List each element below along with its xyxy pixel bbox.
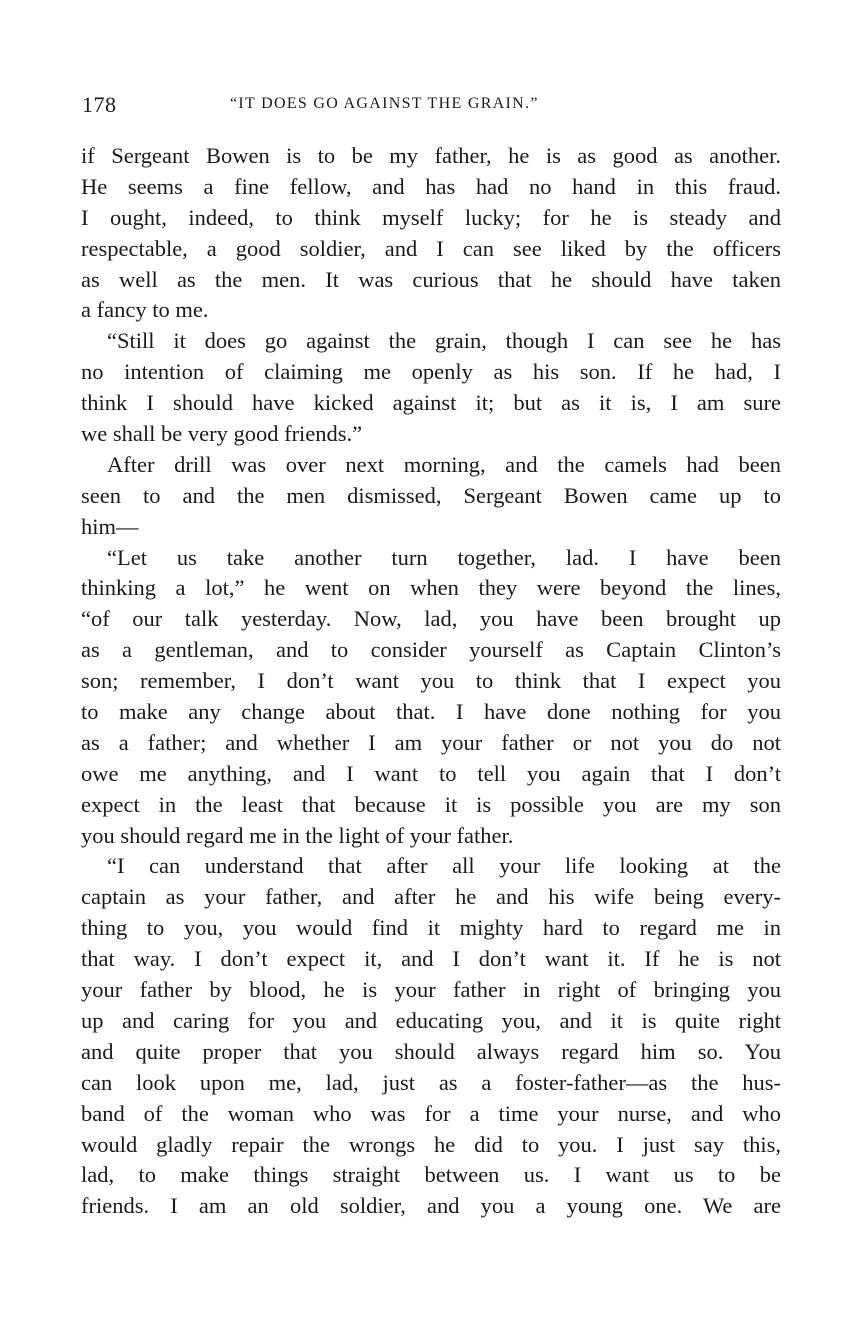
text-line: After drill was over next morning, and the camels had been [107,451,781,477]
text-line: “of our talk yesterday. Now, lad, you have been brought up [81,606,781,632]
text-line: a fancy to me. [81,297,209,323]
text-line: that way. I don’t expect it, and I don’t want it. If he is not [81,946,781,972]
text-line: as a father; and whether I am your father or not you do not [81,729,781,755]
text-line: can look upon me, lad, just as a foster-father—as the hus- [81,1069,781,1095]
text-line: and quite proper that you should always regard him so. You [81,1038,781,1064]
text-line: “Let us take another turn together, lad. I have been [107,544,781,570]
text-line: lad, to make things straight between us. I want us to be [81,1162,781,1188]
text-line: as a gentleman, and to consider yourself as Captain Clinton’s [81,637,781,663]
text-line: captain as your father, and after he and his wife being every- [81,884,781,910]
text-line: we shall be very good friends.” [81,421,363,447]
text-line: up and caring for you and educating you, and it is quite right [81,1007,781,1033]
text-line: I ought, indeed, to think myself lucky; for he is steady and [81,204,781,230]
text-line: your father by blood, he is your father in right of bringing you [81,977,781,1003]
text-line: respectable, a good soldier, and I can see liked by the officers [81,235,781,261]
text-line: to make any change about that. I have done nothing for you [81,699,781,725]
text-line: owe me anything, and I want to tell you again that I don’t [81,760,781,786]
text-line: He seems a fine fellow, and has had no hand in this fraud. [81,173,781,199]
text-line: as well as the men. It was curious that he should have taken [81,266,781,292]
text-line: him— [81,513,139,539]
page-header [82,92,782,120]
text-line: would gladly repair the wrongs he did to you. I just say this, [81,1131,781,1157]
text-line: you should regard me in the light of your father. [81,822,514,848]
text-line: seen to and the men dismissed, Sergeant Bowen came up to [81,482,781,508]
text-line: if Sergeant Bowen is to be my father, he is as good as another. [81,143,781,168]
text-line: think I should have kicked against it; but as it is, I am sure [81,390,781,416]
text-line: “Still it does go against the grain, though I can see he has [107,328,781,354]
text-line: son; remember, I don’t want you to think that I expect you [81,668,781,694]
text-line: no intention of claiming me openly as his son. If he had, I [81,359,781,385]
text-line: band of the woman who was for a time your nurse, and who [81,1100,781,1126]
text-line: thinking a lot,” he went on when they were beyond the lines, [81,575,781,601]
text-line: expect in the least that because it is possible you are my son [81,791,781,817]
running-title: “IT DOES GO AGAINST THE GRAIN.” [230,95,539,112]
page-number: 178 [82,92,117,117]
text-line: “I can understand that after all your life looking at the [107,853,781,879]
text-line: thing to you, you would find it mighty hard to regard me in [81,915,781,941]
text-line: friends. I am an old soldier, and you a young one. We are [81,1193,781,1219]
body-text [81,141,781,1222]
